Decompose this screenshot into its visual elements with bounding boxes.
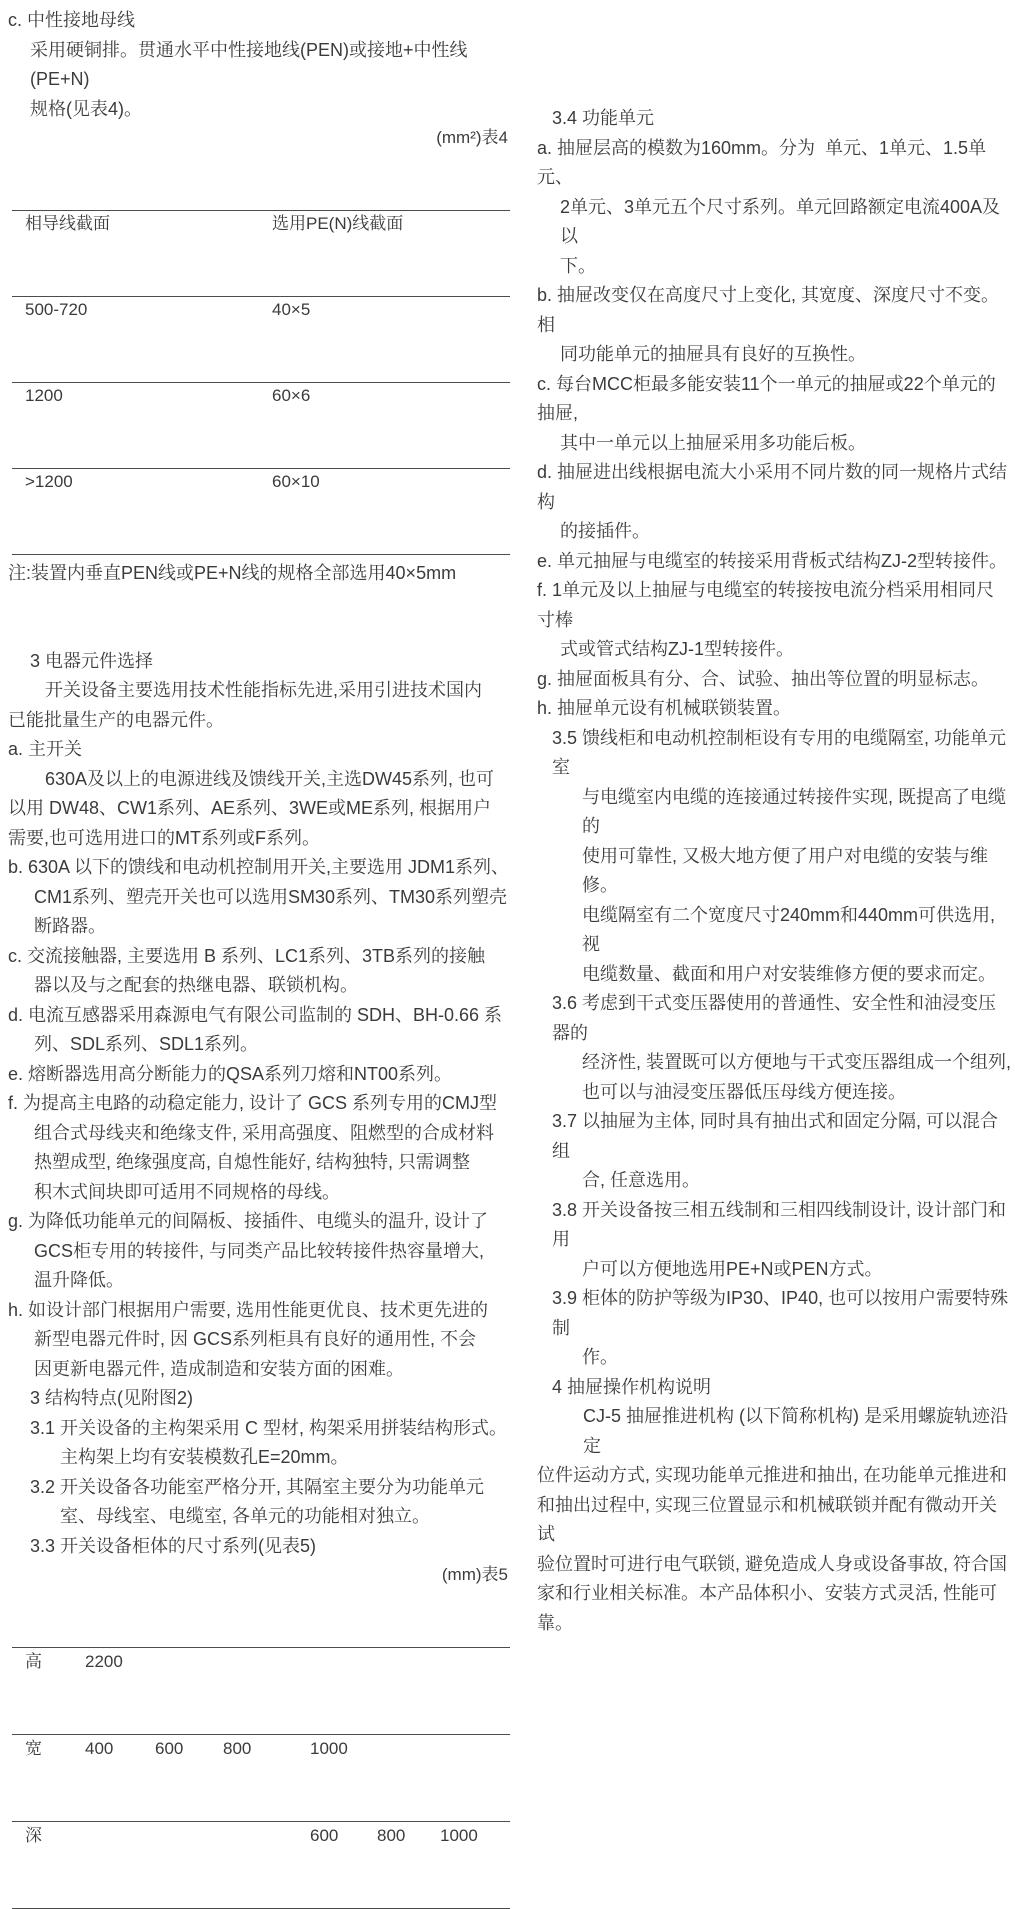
list-item-3-9: [537, 1284, 1011, 1373]
text-line: 合, 任意选用。: [582, 1170, 701, 1190]
table-cell: 40×5: [272, 300, 311, 319]
text-line: 3.7 以抽屉为主体, 同时具有抽出式和固定分隔, 可以混合组: [552, 1111, 999, 1161]
table4-footnote: 注:装置内垂直PEN线或PE+N线的规格全部选用40×5mm: [8, 563, 457, 583]
list-item-b: [537, 281, 1011, 370]
table-cell: >1200: [25, 472, 73, 491]
text-line: 组合式母线夹和绝缘支件, 采用高强度、阻燃型的合成材料: [34, 1122, 494, 1143]
drawer-mechanism-paragraph: [537, 1402, 1011, 1638]
table-row-width: [12, 1734, 510, 1762]
text-line: 下。: [560, 255, 596, 276]
list-item-3-6: [537, 989, 1011, 1107]
section-heading-structure-features: 3 结构特点(见附图2): [30, 1388, 194, 1408]
text-line: 3.8 开关设备按三相五线制和三相四线制设计, 设计部门和用: [552, 1199, 1007, 1249]
item-c-neutral-bus-heading: c. 中性接地母线: [8, 10, 136, 30]
text-line: h. 抽屉单元设有机械联锁装置。: [537, 698, 792, 718]
table-row-label: 宽: [25, 1739, 42, 1758]
text-line: 主构架上均有安装模数孔E=20mm。: [60, 1447, 349, 1467]
text-line: c. 每台MCC柜最多能安装11个一单元的抽屉或22个单元的抽屉,: [537, 373, 996, 423]
text-line: e. 熔断器选用高分断能力的QSA系列刀熔和NT00系列。: [8, 1063, 453, 1084]
list-item-d: [8, 1001, 510, 1060]
text-line: 验位置时可进行电气联锁, 避免造成人身或设备事故, 符合国: [537, 1553, 1008, 1574]
table4-unit-label: (mm²)表4: [436, 128, 508, 147]
table-row-label: 深: [25, 1826, 42, 1845]
table5-unit-label: (mm)表5: [441, 1565, 508, 1584]
text-line: 需要,也可选用进口的MT系列或F系列。: [8, 827, 320, 848]
table-cell: 500-720: [25, 300, 88, 319]
table4-header-row: [12, 210, 510, 237]
table-row: [12, 468, 510, 495]
text-line: 新型电器元件时, 因 GCS系列柜具有良好的通用性, 不会: [34, 1329, 477, 1349]
text-line: 使用可靠性, 又极大地方便了用户对电缆的安装与维修。: [582, 845, 988, 895]
table4-header-cell: 选用PE(N)线截面: [272, 214, 404, 233]
text-line: b. 抽屉改变仅在高度尺寸上变化, 其宽度、深度尺寸不变。相: [537, 285, 1000, 335]
list-item-b: [8, 853, 510, 942]
text-line: 因更新电器元件, 造成制造和安装方面的困难。: [34, 1358, 404, 1379]
table-row: [12, 382, 510, 409]
text-line: 630A及以上的电源进线及馈线开关,主选DW45系列, 也可: [45, 768, 495, 789]
text-line: 户可以方便地选用PE+N或PEN方式。: [582, 1258, 883, 1279]
text-line: 列、SDL系列、SDL1系列。: [34, 1034, 259, 1054]
list-item-3-1: [8, 1414, 510, 1473]
section-heading-component-selection: 3 电器元件选择: [30, 650, 154, 671]
table-cell: 60×10: [272, 472, 320, 491]
table-cell: 1200: [25, 386, 63, 405]
text-line: 3.5 馈线柜和电动机控制柜设有专用的电缆隔室, 功能单元室: [552, 727, 1007, 777]
text-line: 已能批量生产的电器元件。: [8, 709, 224, 730]
table-row-label: 高: [25, 1652, 42, 1671]
text-line: 室、母线室、电缆室, 各单元的功能相对独立。: [60, 1506, 430, 1526]
text-line: 也可以与油浸变压器低压母线方便连接。: [582, 1081, 906, 1102]
list-item-g: [8, 1207, 510, 1296]
text-line: 积木式间块即可适用不同规格的母线。: [34, 1181, 340, 1202]
text-line: CM1系列、塑壳开关也可以选用SM30系列、TM30系列塑壳: [34, 886, 508, 907]
text-line: 开关设备主要选用技术性能指标先进,采用引进技术国内: [45, 680, 482, 700]
table-cell: 800: [223, 1739, 252, 1758]
text-line: 家和行业相关标准。本产品体积小、安装方式灵活, 性能可靠。: [537, 1583, 997, 1633]
list-item-3-5: [537, 724, 1011, 990]
list-item-3-2: [8, 1473, 510, 1532]
list-item-3-3: [8, 1532, 510, 1562]
text-line: 电缆隔室有二个宽度尺寸240mm和440mm可供选用, 视: [582, 904, 1001, 954]
left-column: [8, 0, 510, 1909]
text-line: 3.1 开关设备的主构架采用 C 型材, 构架采用拼装结构形式。: [30, 1417, 508, 1438]
text-line: 电缆数量、截面和用户对安装维修方便的要求而定。: [582, 963, 996, 984]
text-line: 式或管式结构ZJ-1型转接件。: [560, 639, 794, 659]
text-line: b. 630A 以下的馈线和电动机控制用开关,主要选用 JDM1系列、: [8, 857, 510, 877]
text-line: 作。: [582, 1347, 618, 1367]
list-item-f: [8, 1089, 510, 1207]
list-item-d: [537, 458, 1011, 547]
text-line: 规格(见表4)。: [30, 98, 142, 119]
text-line: 3.6 考虑到干式变压器使用的普通性、安全性和油浸变压器的: [552, 993, 997, 1043]
text-line: f. 为提高主电路的动稳定能力, 设计了 GCS 系列专用的CMJ型: [8, 1093, 498, 1113]
list-item-3-8: [537, 1196, 1011, 1285]
item-c-neutral-bus-body: [8, 36, 510, 125]
text-line: 的接插件。: [560, 521, 650, 541]
text-line: 3.2 开关设备各功能室严格分开, 其隔室主要分为功能单元: [30, 1476, 485, 1497]
list-item-e: [8, 1060, 510, 1090]
list-item-f: [537, 576, 1011, 665]
table-cell: 60×6: [272, 386, 311, 405]
table-cell: 1000: [440, 1826, 478, 1845]
text-line: 同功能单元的抽屉具有良好的互换性。: [560, 344, 866, 364]
text-line: 与电缆室内电缆的连接通过转接件实现, 既提高了电缆的: [582, 786, 1006, 836]
text-line: 位件运动方式, 实现功能单元推进和抽出, 在功能单元推进和: [537, 1465, 1008, 1485]
text-line: 采用硬铜排。贯通水平中性接地线(PEN)或接地+中性线(PE+N): [30, 39, 468, 89]
text-line: d. 电流互感器采用森源电气有限公司监制的 SDH、BH-0.66 系: [8, 1004, 503, 1025]
text-line: 断路器。: [34, 916, 106, 936]
component-selection-intro: [8, 676, 510, 735]
list-item-a-body: [8, 765, 510, 854]
text-line: CJ-5 抽屉推进机构 (以下简称机构) 是采用螺旋轨迹沿定: [583, 1406, 1008, 1456]
text-line: 2单元、3单元五个尺寸系列。单元回路额定电流400A及以: [560, 196, 1001, 246]
table5: [12, 1588, 510, 1909]
table-cell: 2200: [85, 1652, 123, 1671]
text-line: 经济性, 装置既可以方便地与干式变压器组成一个组列,: [582, 1052, 1012, 1072]
table-row: [12, 296, 510, 323]
text-line: 其中一单元以上抽屉采用多功能后板。: [560, 432, 866, 453]
text-line: g. 抽屉面板具有分、合、试验、抽出等位置的明显标志。: [537, 668, 990, 689]
list-item-c: [8, 942, 510, 1001]
text-line: 3.9 柜体的防护等级为IP30、IP40, 也可以按用户需要特殊制: [552, 1288, 1009, 1338]
text-line: 以用 DW48、CW1系列、AE系列、3WE或ME系列, 根据用户: [8, 798, 492, 818]
text-line: e. 单元抽屉与电缆室的转接采用背板式结构ZJ-2型转接件。: [537, 550, 1008, 571]
right-column: [537, 0, 1011, 1638]
text-line: 温升降低。: [34, 1270, 124, 1290]
table-cell: 400: [85, 1739, 114, 1758]
table-cell: 600: [310, 1826, 339, 1845]
text-line: c. 交流接触器, 主要选用 B 系列、LC1系列、3TB系列的接触: [8, 945, 486, 966]
text-line: GCS柜专用的转接件, 与同类产品比较转接件热容量增大,: [34, 1240, 485, 1261]
vertical-spacer: [8, 589, 510, 647]
text-line: 和抽出过程中, 实现三位置显示和机械联锁并配有微动开关试: [537, 1494, 997, 1544]
text-line: d. 抽屉进出线根据电流大小采用不同片数的同一规格片式结构: [537, 462, 1008, 512]
list-item-a-heading: a. 主开关: [8, 739, 83, 759]
text-line: 3.3 开关设备柜体的尺寸系列(见表5): [30, 1535, 317, 1556]
list-item-3-7: [537, 1107, 1011, 1196]
list-item-e: [537, 547, 1011, 577]
table4-header-cell: 相导线截面: [25, 214, 110, 233]
text-line: 器以及与之配套的热继电器、联锁机构。: [34, 975, 358, 995]
table-row-depth: [12, 1821, 510, 1849]
list-item-g: [537, 665, 1011, 695]
table4: [12, 151, 510, 555]
section-heading-functional-unit: 3.4 功能单元: [552, 108, 655, 128]
text-line: g. 为降低功能单元的间隔板、接插件、电缆头的温升, 设计了: [8, 1211, 489, 1231]
list-item-h: [8, 1296, 510, 1385]
table-cell: 600: [155, 1739, 184, 1758]
table-cell: 1000: [310, 1739, 348, 1758]
section-heading-drawer-mechanism: 4 抽屉操作机构说明: [552, 1376, 712, 1397]
list-item-a: [537, 134, 1011, 282]
table-row-height: [12, 1647, 510, 1675]
text-line: f. 1单元及以上抽屉与电缆室的转接按电流分档采用相同尺寸棒: [537, 580, 995, 630]
table-cell: 800: [377, 1826, 406, 1845]
list-item-h: [537, 694, 1011, 724]
text-line: h. 如设计部门根据用户需要, 选用性能更优良、技术更先进的: [8, 1299, 489, 1320]
list-item-c: [537, 370, 1011, 459]
text-line: a. 抽屉层高的模数为160mm。分为 单元、1单元、1.5单元、: [537, 137, 987, 187]
text-line: 热塑成型, 绝缘强度高, 自熄性能好, 结构独特, 只需调整: [34, 1152, 471, 1172]
